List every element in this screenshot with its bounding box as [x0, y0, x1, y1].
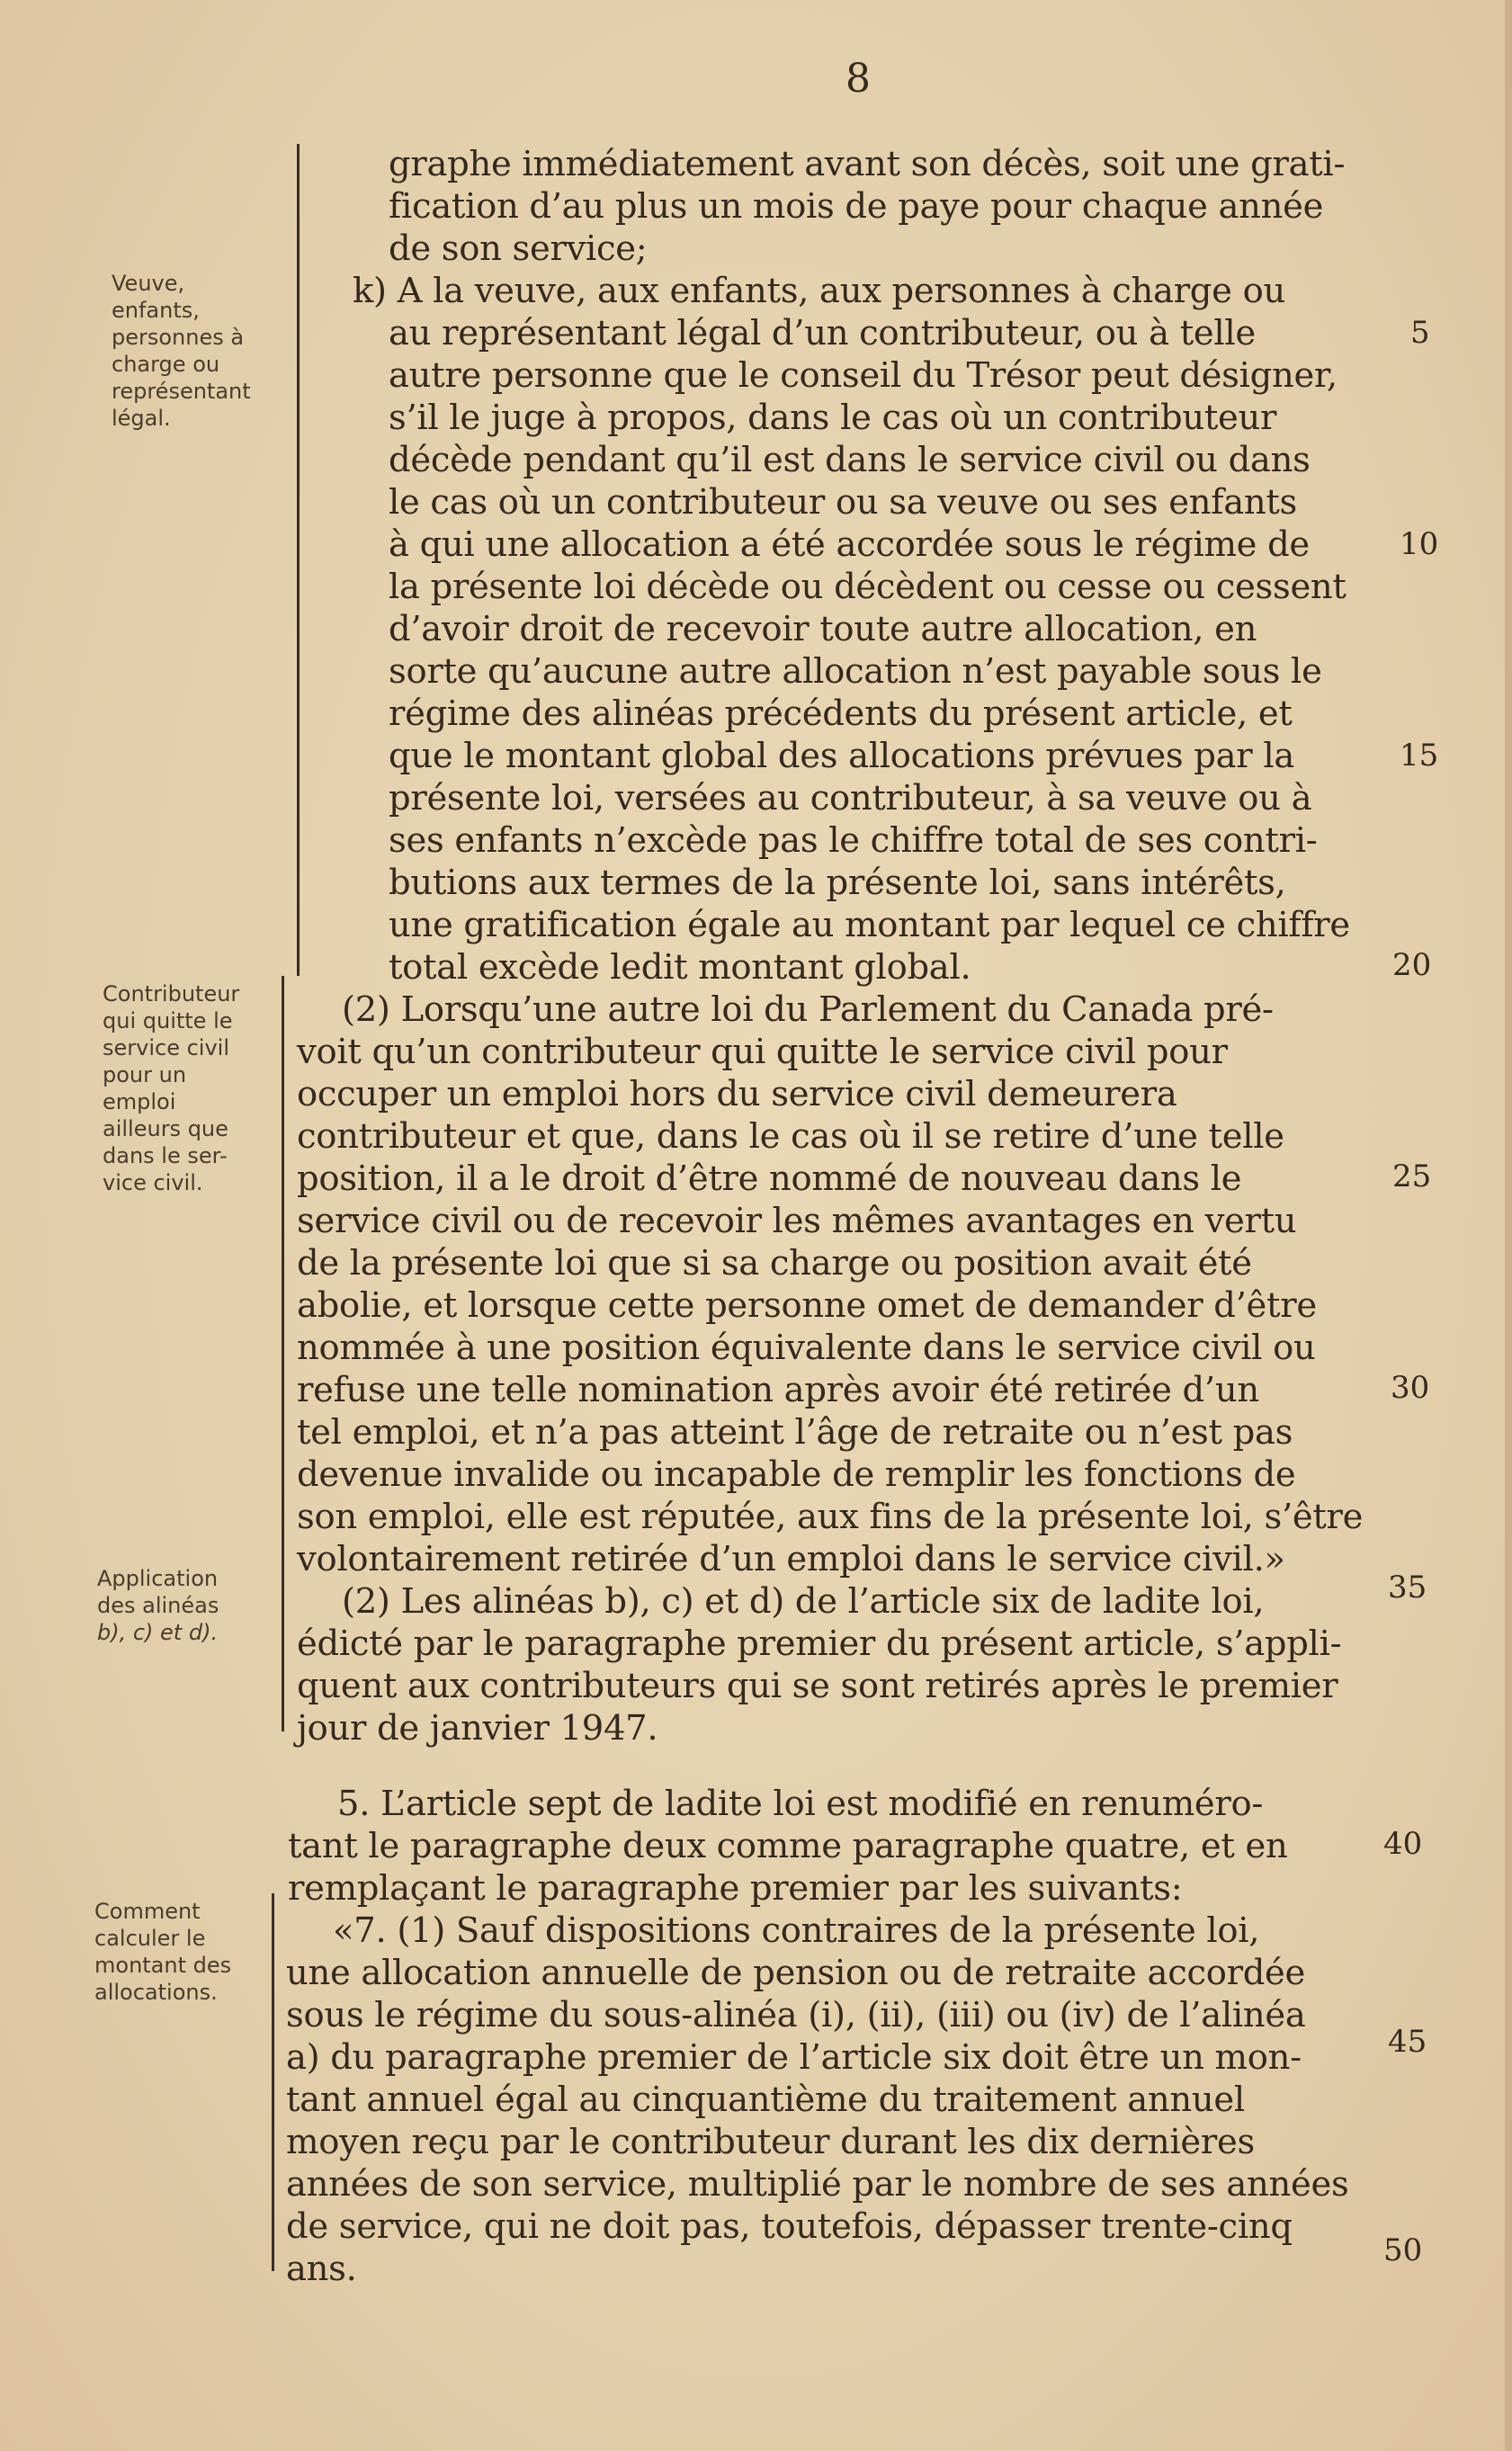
- margin-note-line: service civil: [103, 1035, 229, 1060]
- margin-note-line: b), c) et d).: [97, 1620, 219, 1645]
- body-line: son emploi, elle est réputée, aux fins de la présente loi, s’être: [297, 1497, 1364, 1537]
- body-line: régime des alinéas précédents du présent article, et: [389, 693, 1293, 734]
- body-line: décède pendant qu’il est dans le service civil ou dans: [389, 440, 1311, 480]
- body-line: a) du paragraphe premier de l’article six doit être un mon-: [286, 2037, 1302, 2078]
- line-number: 15: [1400, 738, 1439, 774]
- margin-note-line: personnes à: [112, 325, 245, 350]
- body-line: à qui une allocation a été accordée sous le régime de: [389, 524, 1310, 565]
- body-line: autre personne que le conseil du Trésor peut désigner,: [389, 355, 1338, 396]
- body-line: volontairement retirée d’un emploi dans le service civil.»: [297, 1539, 1285, 1579]
- body-line: sorte qu’aucune autre allocation n’est payable sous le: [389, 651, 1322, 692]
- body-line: fication d’au plus un mois de paye pour chaque année: [389, 186, 1324, 227]
- margin-rule-bottom: [282, 976, 284, 1731]
- body-line: k) A la veuve, aux enfants, aux personnes à charge ou: [353, 271, 1285, 311]
- body-line: «7. (1) Sauf dispositions contraires de la présente loi,: [333, 1910, 1260, 1951]
- line-number: 30: [1391, 1370, 1430, 1406]
- margin-note-line: pour un: [103, 1062, 187, 1087]
- margin-note-comment: [94, 1898, 231, 2006]
- body-line: abolie, et lorsque cette personne omet de demander d’être: [297, 1285, 1317, 1326]
- margin-note-veuve: [112, 270, 251, 432]
- body-line: une gratification égale au montant par lequel ce chiffre: [389, 905, 1350, 945]
- body-line: contributeur et que, dans le cas où il se retire d’une telle: [297, 1116, 1284, 1157]
- body-line: tant le paragraphe deux comme paragraphe quatre, et en: [288, 1826, 1288, 1866]
- body-line: la présente loi décède ou décèdent ou cesse ou cessent: [389, 567, 1346, 607]
- body-line: une allocation annuelle de pension ou de retraite accordée: [286, 1953, 1306, 1993]
- body-line: refuse une telle nomination après avoir été retirée d’un: [297, 1370, 1259, 1410]
- body-line: de la présente loi que si sa charge ou position avait été: [297, 1243, 1252, 1284]
- body-line: s’il le juge à propos, dans le cas où un contributeur: [389, 398, 1277, 438]
- body-line: service civil ou de recevoir les mêmes avantages en vertu: [297, 1201, 1297, 1241]
- body-line: années de son service, multiplié par le nombre de ses années: [286, 2164, 1349, 2205]
- margin-note-line: des alinéas: [97, 1593, 219, 1618]
- body-line: d’avoir droit de recevoir toute autre allocation, en: [389, 609, 1257, 649]
- body-line: ses enfants n’excède pas le chiffre total de ses contri-: [389, 820, 1318, 861]
- margin-note-line: vice civil.: [103, 1170, 203, 1195]
- line-number: 10: [1400, 526, 1439, 562]
- body-line: quent aux contributeurs qui se sont retirés après le premier: [297, 1666, 1338, 1706]
- line-number: 35: [1388, 1570, 1427, 1606]
- line-number: 45: [1388, 2024, 1427, 2060]
- page-number: 8: [845, 56, 871, 102]
- body-line: voit qu’un contributeur qui quitte le service civil pour: [297, 1032, 1228, 1072]
- body-line: sous le régime du sous-alinéa (i), (ii), (iii) ou (iv) de l’alinéa: [286, 1995, 1306, 2035]
- margin-note-line: emploi: [103, 1089, 176, 1114]
- body-line: tant annuel égal au cinquantième du traitement annuel: [286, 2080, 1245, 2120]
- body-line: le cas où un contributeur ou sa veuve ou ses enfants: [389, 482, 1297, 523]
- page-edge: [1505, 0, 1512, 2451]
- line-number: 25: [1392, 1158, 1432, 1194]
- body-line: nommée à une position équivalente dans le service civil ou: [297, 1328, 1316, 1368]
- margin-note-line: ailleurs que: [103, 1116, 228, 1141]
- margin-note-line: légal.: [112, 406, 171, 431]
- body-line: de service, qui ne doit pas, toutefois, dépasser trente-cinq: [286, 2206, 1293, 2247]
- body-line: position, il a le droit d’être nommé de nouveau dans le: [297, 1158, 1242, 1199]
- body-line: butions aux termes de la présente loi, sans intérêts,: [389, 863, 1286, 903]
- margin-note-line: charge ou: [112, 352, 220, 377]
- body-line: que le montant global des allocations prévues par la: [389, 736, 1295, 776]
- line-number: 5: [1410, 315, 1430, 351]
- margin-note-line: Contributeur: [103, 981, 240, 1006]
- margin-note-line: enfants,: [112, 298, 200, 323]
- margin-rule-last: [272, 1893, 274, 2271]
- body-line: (2) Les alinéas b), c) et d) de l’article six de ladite loi,: [342, 1581, 1265, 1622]
- margin-note-line: représentant: [112, 379, 251, 404]
- margin-note-line: qui quitte le: [103, 1008, 233, 1033]
- line-number: 40: [1383, 1826, 1423, 1862]
- body-line: moyen reçu par le contributeur durant les dix dernières: [286, 2122, 1255, 2162]
- body-line: édicté par le paragraphe premier du présent article, s’appli-: [297, 1624, 1342, 1664]
- margin-note-line: dans le ser-: [103, 1143, 228, 1168]
- line-number: 50: [1383, 2232, 1423, 2268]
- body-line: présente loi, versées au contributeur, à sa veuve ou à: [389, 778, 1312, 818]
- body-line: devenue invalide ou incapable de remplir les fonctions de: [297, 1454, 1296, 1495]
- line-number: 20: [1392, 947, 1432, 983]
- body-line: tel emploi, et n’a pas atteint l’âge de retraite ou n’est pas: [297, 1412, 1293, 1453]
- body-line: ans.: [286, 2249, 357, 2289]
- margin-note-line: montant des: [94, 1953, 232, 1978]
- body-line: au représentant légal d’un contributeur, ou à telle: [389, 313, 1256, 353]
- body-line: total excède ledit montant global.: [389, 947, 971, 988]
- margin-note-line: allocations.: [94, 1980, 218, 2005]
- body-line: (2) Lorsqu’une autre loi du Parlement du Canada pré-: [342, 989, 1274, 1030]
- body-line: de son service;: [389, 228, 648, 269]
- body-line: remplaçant le paragraphe premier par les suivants:: [288, 1868, 1183, 1909]
- margin-note-line: Application: [97, 1566, 219, 1591]
- body-line: occuper un emploi hors du service civil demeurera: [297, 1074, 1177, 1114]
- margin-note-line: Comment: [94, 1899, 201, 1924]
- margin-rule-top: [297, 144, 300, 976]
- margin-note-line: Veuve,: [112, 271, 185, 296]
- body-line: jour de janvier 1947.: [297, 1708, 658, 1749]
- margin-note-contributeur: [103, 980, 239, 1196]
- body-line: graphe immédiatement avant son décès, soit une grati-: [389, 144, 1346, 184]
- margin-note-line: calculer le: [94, 1926, 206, 1951]
- body-line: 5. L’article sept de ladite loi est modifié en renuméro-: [337, 1784, 1264, 1824]
- margin-note-application: [97, 1565, 219, 1646]
